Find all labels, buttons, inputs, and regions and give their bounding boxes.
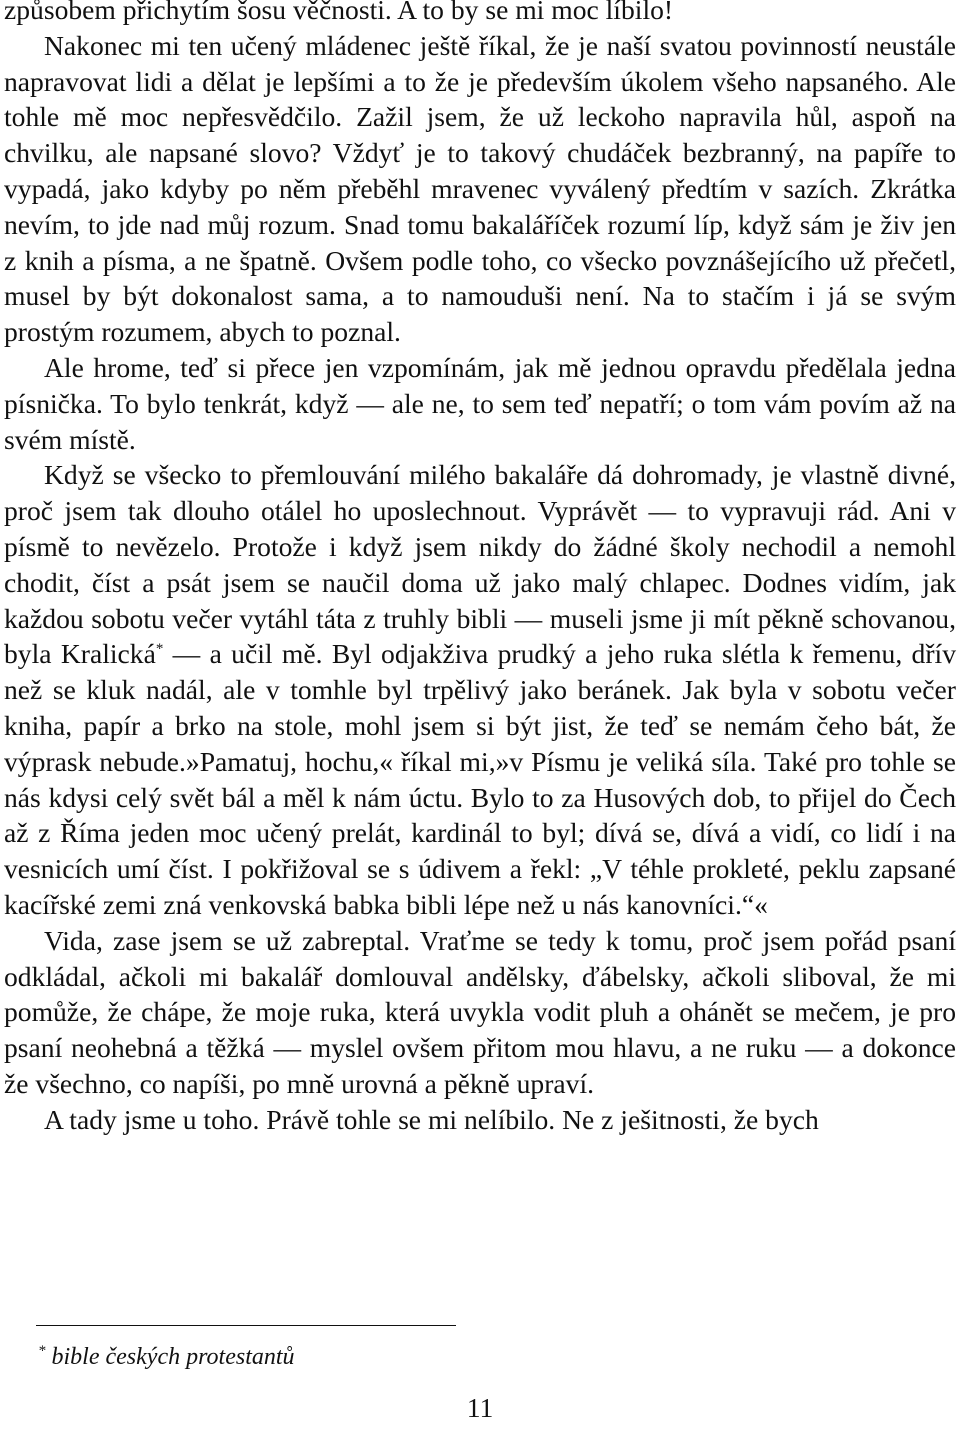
paragraph-6: A tady jsme u toho. Právě tohle se mi nelíbilo. Ne z ješitnosti, že bych <box>44 1103 819 1135</box>
page-number: 11 <box>466 1392 494 1423</box>
document-page <box>4 0 956 1138</box>
paragraph-3: Ale hrome, teď si přece jen vzpomínám, jak mě jednou opravdu předělala jedna písnička. To bylo tenkrát, když — ale ne, to sem teď nepatří; o tom vám povím až na svém místě. <box>4 351 956 455</box>
paragraph-1: způsobem přichytím šosu věčnosti. A to by se mi moc líbilo! <box>4 0 674 25</box>
footnote <box>38 1342 295 1372</box>
footnote-reference: * <box>155 641 164 658</box>
paragraph-4-text-a: Když se všecko to přemlouvání milého bakaláře dá dohromady, je vlastně divné, proč jsem tak dlouho otálel ho uposlechnout. Vyprávět — to vypravuji rád. Ani v písmě to nevězelo. Protože i když jsem nikdy do žádné školy nechodil a nemohl chodit, číst a psát jsem se naučil doma už jako malý chlapec. Dodnes vidím, jak každou sobotu večer vytáhl táta z truhly bibli — museli jsme ji mít pěkně schovanou, byla Kralická <box>4 459 956 670</box>
paragraph-5: Vida, zase jsem se už zabreptal. Vraťme se tedy k tomu, proč jsem pořád psaní odkládal, ačkoli mi bakalář domlouval andělsky, ďábelsky, ačkoli sliboval, že mi pomůže, že chápe, že moje ruka, která uvykla vodit pluh a ohánět se mečem, je pro psaní neohebná a těžká — myslel ovšem přitom mou hlavu, a ne ruku — a dokonce že všechno, co napíši, po mně urovná a pěkně upraví. <box>4 924 956 1099</box>
paragraph-4-text-b: — a učil mě. Byl odjakživa prudký a jeho ruka slétla k řemenu, dřív než se kluk nadál, ale v tomhle byl trpělivý jako beránek. Jak byla v sobotu večer kniha, papír a brko na stole, mohl jsem si být jist, že teď se nemám čeho bát, že výprask nebude.»Pamatuj, hochu,« říkal mi,»v Písmu je veliká síla. Také pro tohle se nás kdysi celý svět bál a měl k nám úctu. Bylo to za Husových dob, to přijel do Čech až z Říma jeden moc učený prelát, kardinál to byl; dívá se, dívá a vidí, co lidí i na vesnicích umí číst. I pokřižoval se s údivem a řekl: „V téhle prokleté, peklu zapsané kacířské zemi zná venkovská babka bibli lépe než u nás kanovníci.“« <box>4 638 956 920</box>
footnote-divider <box>36 1325 456 1326</box>
footnote-text: bible českých protestantů <box>51 1344 295 1370</box>
footnote-marker: * <box>38 1343 46 1359</box>
paragraph-2: Nakonec mi ten učený mládenec ještě říkal, že je naší svatou povinností neustále napravovat lidi a dělat je lepšími a to že je především úkolem všeho napsaného. Ale tohle mě moc nepřesvědčilo. Zažil jsem, že už leckoho napravila hůl, aspoň na chvilku, ale napsané slovo? Vždyť je to takový chudáček bezbranný, na papíře to vypadá, jako kdyby po něm přeběhl mravenec vyválený předtím v sazích. Zkrátka nevím, to jde nad můj rozum. Snad tomu bakaláříček rozumí líp, když sám je živ jen z knih a písma, a ne špatně. Ovšem podle toho, co všecko povznášejícího už přečetl, musel by být dokonalost sama, a to namouduši není. Na to stačím i já se svým prostým rozumem, abych to poznal. <box>4 29 956 348</box>
paragraph-4 <box>4 457 956 922</box>
